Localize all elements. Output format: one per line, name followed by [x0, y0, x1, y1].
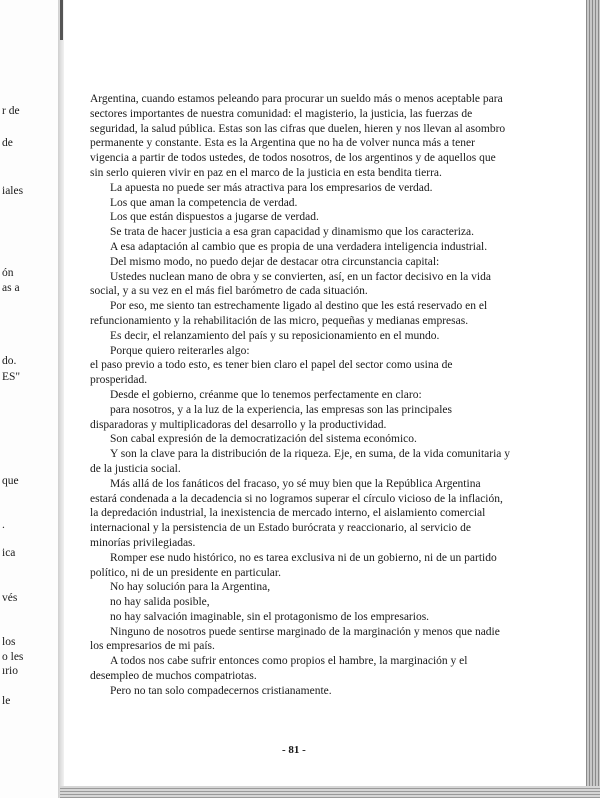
- page-body: [90, 92, 510, 699]
- paragraph: no hay salida posible,: [110, 596, 210, 609]
- paragraph: Los que aman la competencia de verdad.: [110, 196, 298, 209]
- left-page-fragment: ES": [2, 371, 21, 383]
- paragraph: Y son la clave para la distribución de la riqueza. Eje, en suma, de la vida comunitaria y de la justicia social.: [90, 448, 511, 475]
- left-page-fragment: ica: [2, 547, 16, 559]
- gutter-shadow: [60, 0, 63, 40]
- paragraph: para nosotros, y a la luz de la experiencia, las empresas son las principales disparadoras y multiplicadoras del desarrollo y la productividad.: [90, 403, 453, 431]
- left-page-fragment: ırio: [2, 665, 18, 677]
- left-page-fragment: le: [2, 695, 11, 707]
- left-page-fragment: .: [2, 519, 5, 531]
- left-page-fragment: do.: [2, 355, 17, 367]
- paragraph: No hay solución para la Argentina,: [110, 581, 271, 594]
- paragraph: Es decir, el relanzamiento del país y su reposicionamiento en el mundo.: [110, 329, 440, 342]
- left-page-fragment: o les: [2, 651, 24, 663]
- page-edge-right: [586, 0, 600, 798]
- paragraph: Porque quiero reiterarles algo:: [110, 344, 250, 357]
- paragraph: Los que están dispuestos a jugarse de verdad.: [110, 211, 319, 224]
- paragraph: Del mismo modo, no puedo dejar de destacar otra circunstancia capital:: [110, 255, 440, 268]
- page-number: - 81 -: [282, 744, 306, 756]
- page-edge-bottom: [60, 786, 600, 798]
- paragraph: Más allá de los fanáticos del fracaso, yo sé muy bien que la República Argentina estará condenada a la decadencia si no logramos superar el círculo vicioso de la inflación, la depredación industrial, la inexistencia de mercado interno, el aislamiento comercial internacional y la persistencia de un Estado burócrata y reaccionario, al servicio de minorías privilegiadas.: [90, 477, 503, 549]
- paragraph: A todos nos cabe sufrir entonces como propios el hambre, la marginación y el desempleo de muchos compatriotas.: [90, 655, 468, 683]
- paragraph: el paso previo a todo esto, es tener bien claro el papel del sector como usina de prosperidad.: [90, 359, 453, 387]
- left-page-fragment: que: [2, 475, 19, 487]
- paragraph: Romper ese nudo histórico, no es tarea exclusiva ni de un gobierno, ni de un partido político, ni de un presidente en particular.: [90, 551, 497, 579]
- left-page-fragment: r de: [2, 105, 20, 117]
- paragraph: Ustedes nuclean mano de obra y se convierten, así, en un factor decisivo en la vida social, y a su vez en el más fiel barómetro de cada situación.: [90, 270, 491, 298]
- paragraph: Se trata de hacer justicia a esa gran capacidad y dinamismo que los caracteriza.: [110, 226, 474, 239]
- paragraph: Son cabal expresión de la democratización del sistema económico.: [110, 433, 417, 446]
- left-page-fragment: de: [2, 137, 13, 149]
- paragraph: A esa adaptación al cambio que es propia de una verdadera inteligencia industrial.: [110, 240, 488, 253]
- paragraph: Ninguno de nosotros puede sentirse marginado de la marginación y menos que nadie los empresarios de mi país.: [90, 625, 500, 653]
- left-page: [0, 0, 58, 798]
- paragraph: Por eso, me siento tan estrechamente ligado al destino que les está reservado en el refuncionamiento y la rehabilitación de las micro, pequeñas y medianas empresas.: [90, 300, 488, 327]
- paragraph: Argentina, cuando estamos peleando para procurar un sueldo más o menos aceptable para sectores importantes de nuestra comunidad: el magisterio, la justicia, las fuerzas de seguridad, la salud pública. Estas son las cifras que duelen, hieren y nos llevan al asombro permanente y constante. Esta es la Argentina que no ha de volver nunca más a tener vigencia a partir de todos ustedes, de todos nosotros, de los argentinos y de aquellos que sin serlo quieren vivir en paz en el marco de la justicia en esta bendita tierra.: [90, 93, 506, 179]
- paragraph: Desde el gobierno, créanme que lo tenemos perfectamente en claro:: [110, 388, 422, 401]
- paragraph: La apuesta no puede ser más atractiva para los empresarios de verdad.: [110, 181, 433, 194]
- left-page-fragment: ón: [2, 267, 14, 279]
- left-page-fragment: iales: [2, 185, 24, 197]
- left-page-fragment: vés: [2, 592, 18, 604]
- paragraph: Pero no tan solo compadecernos cristianamente.: [110, 684, 332, 697]
- left-page-fragment: los: [2, 636, 16, 648]
- book-gutter: [58, 0, 64, 798]
- paragraph: no hay salvación imaginable, sin el protagonismo de los empresarios.: [110, 610, 430, 623]
- left-page-fragment: as a: [2, 282, 20, 294]
